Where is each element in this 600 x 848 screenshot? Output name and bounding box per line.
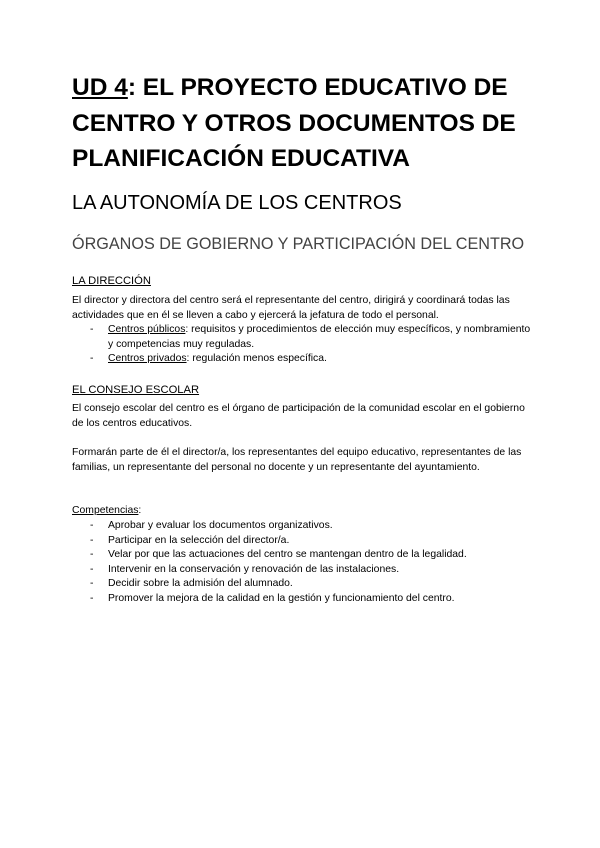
dash-bullet: -	[90, 353, 94, 365]
list-item-text: Promover la mejora de la calidad en la gestión y funcionamiento del centro.	[108, 592, 455, 604]
direccion-paragraph: El director y directora del centro será el representante del centro, dirigirá y coordinará todas las actividades que en él se lleven a cabo y ejercerá la jefatura de todo el personal.	[72, 295, 510, 321]
list-item-text: Intervenir en la conservación y renovación de las instalaciones.	[108, 563, 400, 575]
list-item-text: Decidir sobre la admisión del alumnado.	[108, 578, 293, 590]
list-item-text: Aprobar y evaluar los documentos organizativos.	[108, 520, 333, 531]
list-item	[72, 548, 534, 563]
section-heading: LA AUTONOMÍA DE LOS CENTROS	[72, 192, 402, 214]
dash-bullet: -	[90, 549, 94, 561]
list-item	[72, 323, 534, 352]
unit-label: UD 4	[72, 74, 128, 101]
consejo-heading: EL CONSEJO ESCOLAR	[72, 384, 200, 396]
list-item	[72, 577, 534, 592]
dash-bullet: -	[90, 324, 94, 335]
subsection-heading: ÓRGANOS DE GOBIERNO Y PARTICIPACIÓN DEL CENTRO	[72, 235, 525, 253]
consejo-paragraph-2: Formarán parte de él el director/a, los representantes del equipo educativo, representantes de las familias, un representante del personal no docente y un representante del ayuntamiento.	[72, 447, 522, 473]
list-item-text: Velar por que las actuaciones del centro se mantengan dentro de la legalidad.	[108, 549, 467, 561]
competencias-list	[72, 519, 534, 607]
direccion-list	[72, 323, 534, 367]
list-item-text: : requisitos y procedimientos de elección muy específicos, y nombramiento y competencias muy reguladas.	[108, 324, 531, 350]
dash-bullet: -	[90, 520, 94, 531]
direccion-heading: LA DIRECCIÓN	[72, 275, 151, 287]
dash-bullet: -	[90, 592, 94, 604]
competencias-colon: :	[138, 505, 142, 516]
dash-bullet: -	[90, 578, 94, 590]
list-item	[72, 563, 534, 578]
list-item-term: Centros privados	[108, 353, 187, 365]
dash-bullet: -	[90, 563, 94, 575]
dash-bullet: -	[90, 534, 94, 546]
title-text: : EL PROYECTO EDUCATIVO DE CENTRO Y OTROS DOCUMENTOS DE PLANIFICACIÓN EDUCATIVA	[72, 74, 516, 172]
list-item-text: Participar en la selección del director/a.	[108, 534, 290, 546]
list-item	[72, 352, 534, 367]
list-item-term: Centros públicos	[108, 324, 186, 335]
list-item-text: : regulación menos específica.	[186, 353, 327, 365]
list-item	[72, 519, 534, 534]
list-item	[72, 592, 534, 607]
consejo-paragraph-1: El consejo escolar del centro es el órgano de participación de la comunidad escolar en el gobierno de los centros educativos.	[72, 403, 525, 429]
competencias-heading	[72, 504, 534, 519]
competencias-label: Competencias	[72, 505, 139, 516]
document-title	[72, 70, 542, 177]
list-item	[72, 534, 534, 549]
